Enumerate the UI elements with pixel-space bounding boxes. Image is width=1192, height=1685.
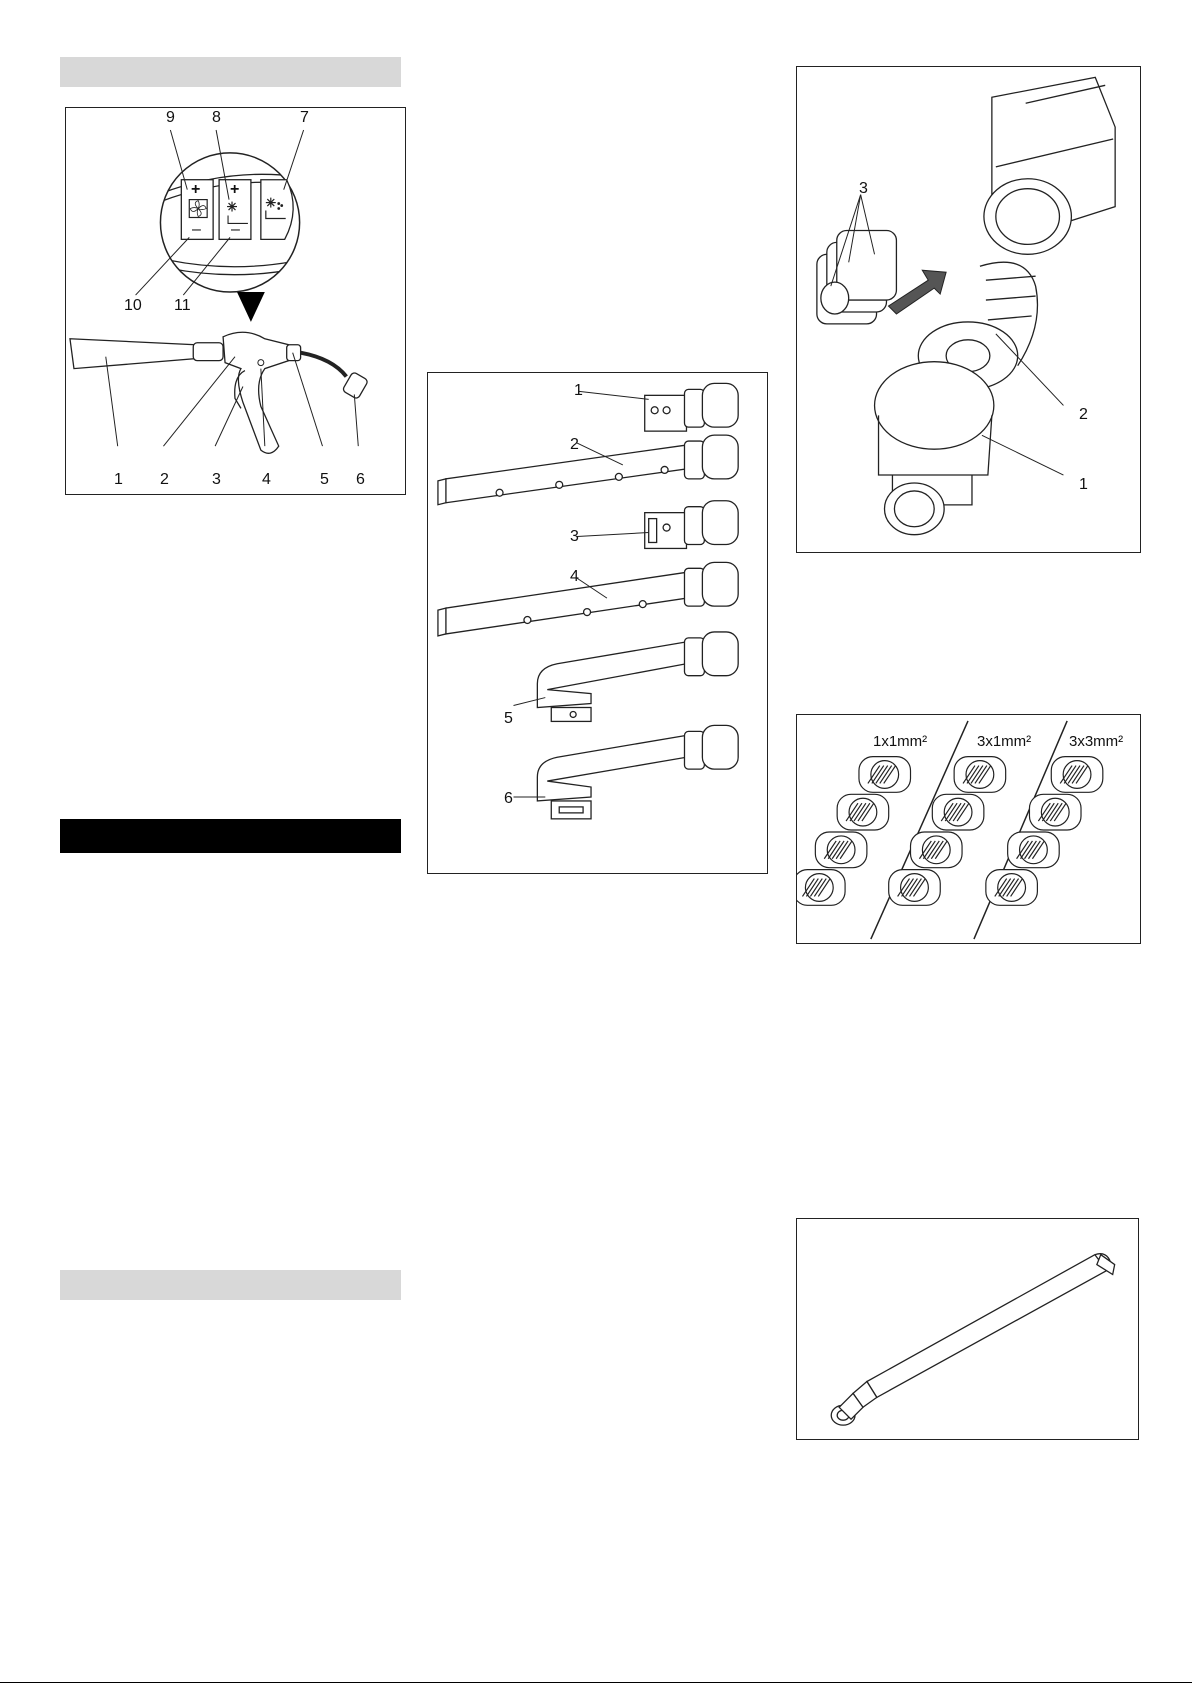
seal-insert-icon (797, 870, 845, 906)
panel-minus-left: – (192, 221, 201, 238)
seal-insert-icon (1029, 794, 1081, 830)
section-bar-top (60, 57, 401, 87)
seal-insert-icon (889, 870, 941, 906)
callout-3: 3 (212, 471, 221, 488)
gland-callout-1: 1 (1079, 476, 1088, 493)
panel-plus-left: + (191, 181, 201, 198)
column-3x1: 3x1mm² (977, 733, 1032, 750)
nozzle-callout-2: 2 (570, 436, 579, 453)
figure-spray-gun (65, 107, 406, 495)
panel-minus-mid: – (231, 221, 240, 238)
footer-rule (0, 1682, 1192, 1683)
seal-insert-icon (1008, 832, 1060, 868)
seal-insert-icon (815, 832, 867, 868)
seal-insert-icon (954, 757, 1006, 793)
gland-callout-3: 3 (859, 180, 868, 197)
panel-plus-mid: + (230, 181, 240, 198)
nozzle-callout-1: 1 (574, 382, 583, 399)
callout-5: 5 (320, 471, 329, 488)
gland-callout-2: 2 (1079, 406, 1088, 423)
spray-gun-drawing (66, 108, 405, 494)
section-bar-black (60, 819, 401, 853)
figure-seal-inserts (796, 714, 1141, 944)
callout-11: 11 (174, 297, 191, 314)
callout-6: 6 (356, 471, 365, 488)
nozzle-callout-5: 5 (504, 710, 513, 727)
callout-8: 8 (212, 109, 221, 126)
callout-1: 1 (114, 471, 123, 488)
callout-9: 9 (166, 109, 175, 126)
seal-insert-icon (859, 757, 911, 793)
column-3x3: 3x3mm² (1069, 733, 1124, 750)
section-bar-bottom (60, 1270, 401, 1300)
column-1x1: 1x1mm² (873, 733, 928, 750)
callout-2: 2 (160, 471, 169, 488)
callout-10: 10 (124, 297, 142, 314)
seal-insert-icon (986, 870, 1038, 906)
figure-cable-gland (796, 66, 1141, 553)
extension-rod-drawing (797, 1219, 1138, 1439)
callout-7: 7 (300, 109, 309, 126)
nozzles-drawing (428, 373, 767, 873)
nozzle-callout-6: 6 (504, 790, 513, 807)
nozzle-callout-3: 3 (570, 528, 579, 545)
callout-4: 4 (262, 471, 271, 488)
figure-extension-rod (796, 1218, 1139, 1440)
figure-nozzles (427, 372, 768, 874)
nozzle-callout-4: 4 (570, 568, 579, 585)
cable-gland-drawing (797, 67, 1140, 552)
seal-insert-icon (911, 832, 963, 868)
seal-insert-icon (837, 794, 889, 830)
seal-insert-icon (1051, 757, 1103, 793)
seal-insert-icon (932, 794, 984, 830)
